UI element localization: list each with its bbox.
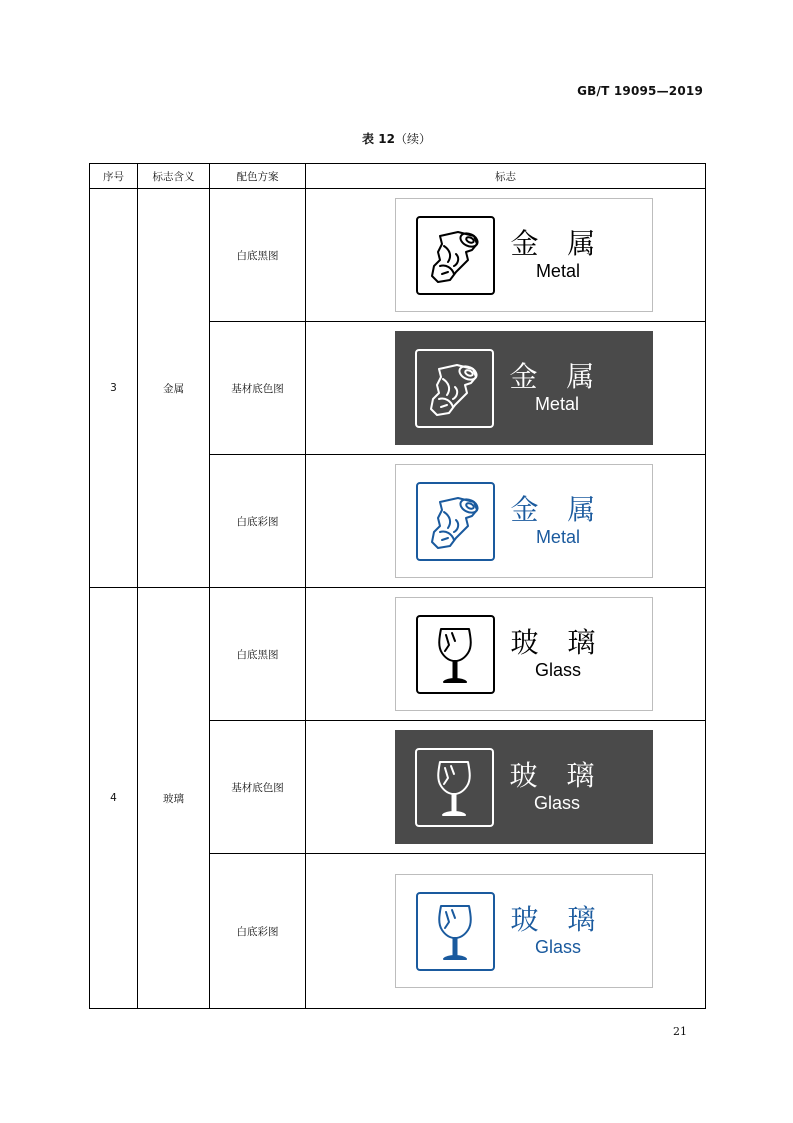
row-scheme: 基材底色图 [210,721,306,854]
table-row [90,189,706,322]
row-number: 3 [90,189,138,588]
sign-cell [306,588,706,721]
sign-english-label: Metal [535,527,580,547]
sign-chinese-label: 金 属 [510,493,606,526]
wine-glass-icon [422,621,488,687]
sign-english-label: Glass [533,793,580,813]
icon-frame [415,349,494,428]
wine-glass-icon [421,754,487,820]
sign-chinese-label: 金 属 [509,360,605,393]
sign-cell [306,721,706,854]
icon-frame [416,615,495,694]
column-header-sign: 标志 [306,164,706,189]
sign-cell [306,322,706,455]
row-meaning: 玻璃 [138,588,210,1009]
wine-glass-icon [422,898,488,964]
row-scheme: 白底黑图 [210,189,306,322]
row-scheme: 白底彩图 [210,854,306,1009]
metal-sign-white-color [395,464,653,578]
glass-sign-white-black [395,597,653,711]
metal-sign-substrate [395,331,653,445]
page-number: 21 [673,1025,687,1038]
table-caption [0,130,793,147]
table-caption-suffix: （续） [394,132,431,146]
icon-frame [416,892,495,971]
sign-cell [306,455,706,588]
table-header-row [90,164,706,189]
sign-chinese-label: 玻 璃 [510,626,606,659]
icon-frame [415,748,494,827]
sign-chinese-label: 玻 璃 [510,903,606,936]
row-meaning: 金属 [138,189,210,588]
sign-english-label: Glass [534,660,581,680]
column-header-meaning: 标志含义 [138,164,210,189]
column-header-number: 序号 [90,164,138,189]
crushed-can-icon [422,222,488,288]
glass-sign-substrate [395,730,653,844]
sign-english-label: Metal [534,394,579,414]
table-row [90,588,706,721]
signs-table [89,163,706,1009]
sign-english-label: Glass [534,937,581,957]
crushed-can-icon [421,355,487,421]
row-scheme: 基材底色图 [210,322,306,455]
row-scheme: 白底黑图 [210,588,306,721]
sign-english-label: Metal [535,261,580,281]
glass-sign-white-color [395,874,653,988]
sign-cell [306,189,706,322]
row-number: 4 [90,588,138,1009]
sign-chinese-label: 金 属 [510,227,606,260]
icon-frame [416,216,495,295]
table-caption-label: 表 12 [362,132,395,146]
standard-code: GB/T 19095—2019 [577,84,703,98]
row-scheme: 白底彩图 [210,455,306,588]
icon-frame [416,482,495,561]
column-header-scheme: 配色方案 [210,164,306,189]
sign-chinese-label: 玻 璃 [509,759,605,792]
crushed-can-icon [422,488,488,554]
sign-cell [306,854,706,1009]
metal-sign-white-black [395,198,653,312]
